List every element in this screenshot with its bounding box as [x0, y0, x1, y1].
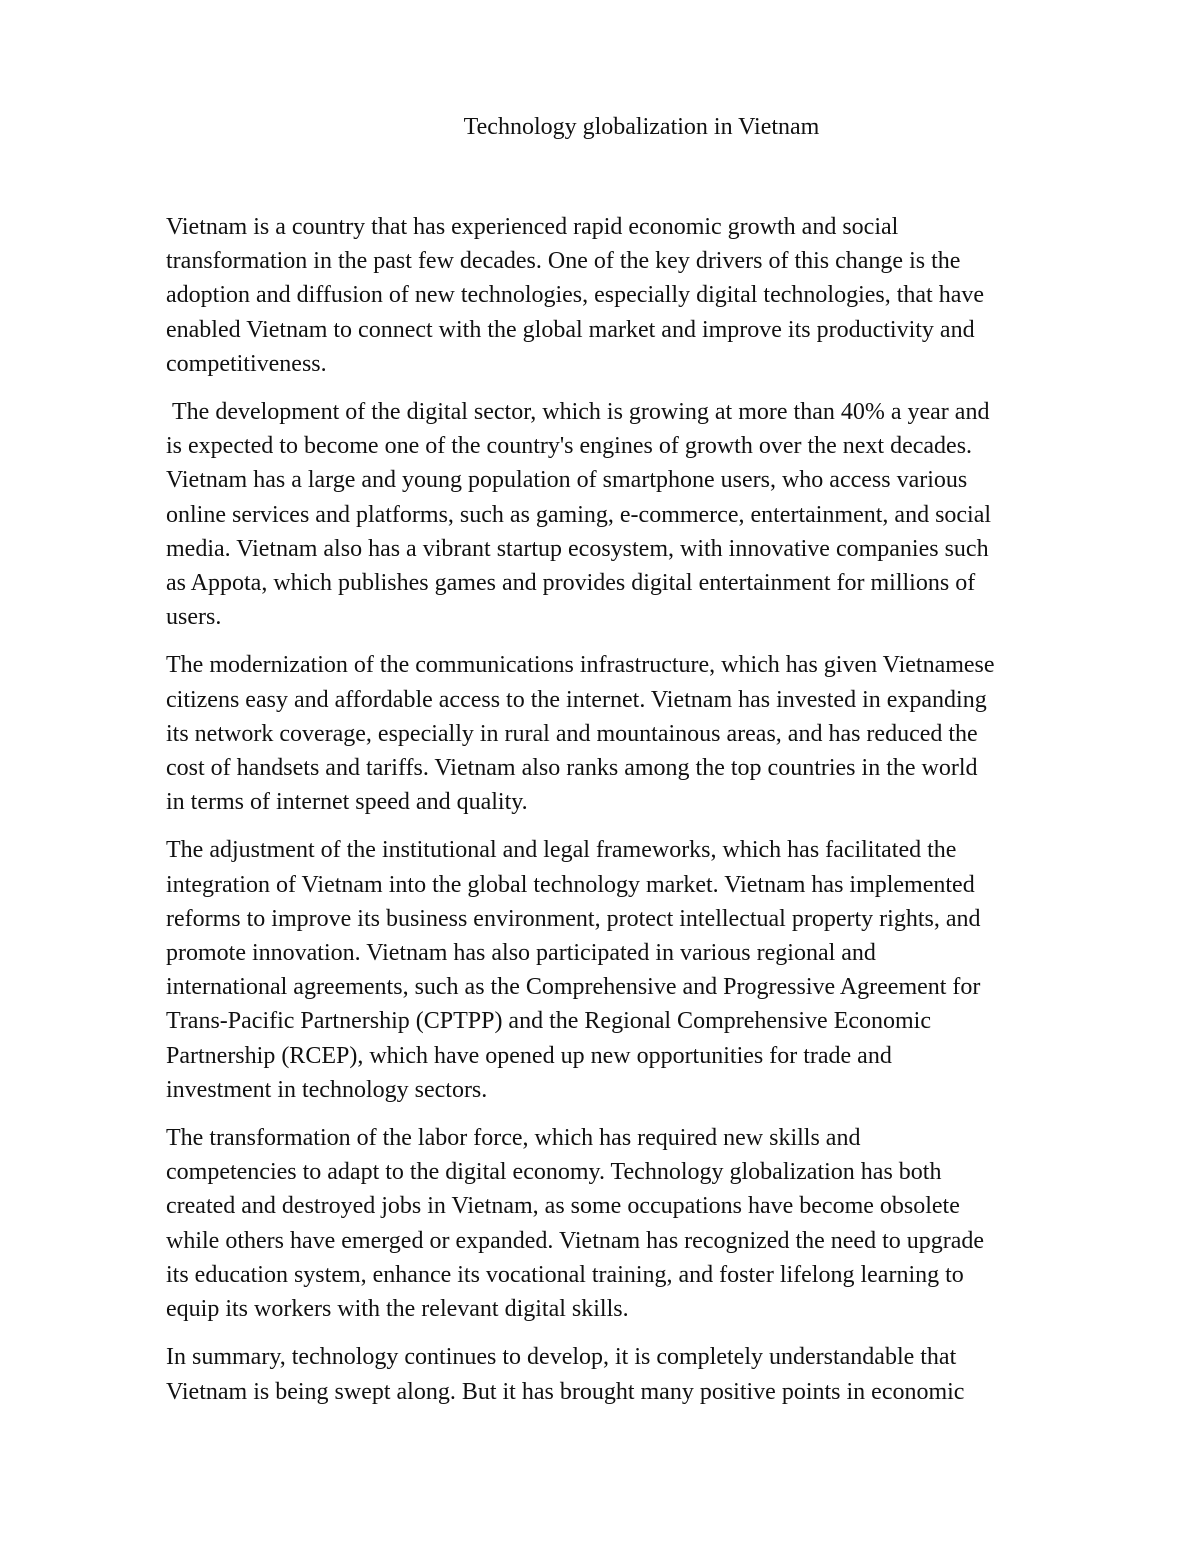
paragraph-summary: In summary, technology continues to develop, it is completely understandable that Vietnam is being swept along. But it has brought many positive points in economic	[166, 1344, 965, 1405]
paragraph-digital-sector: The development of the digital sector, which is growing at more than 40% a year and is expected to become one of the country's engines of growth over the next decades. Vietnam has a large and young population of smartphone users, who access various online services and platforms, such as gaming, e-commerce, entertainment, and social media. Vietnam also has a vibrant startup ecosystem, with innovative companies such as Appota, which publishes games and provides digital entertainment for millions of users.	[166, 399, 992, 631]
paragraph-labor-force: The transformation of the labor force, which has required new skills and competencies to adapt to the digital economy. Technology globalization has both created and destroyed jobs in Vietnam, as some occupations have become obsolete while others have emerged or expanded. Vietnam has recognized the need to upgrade its education system, enhance its vocational training, and foster lifelong learning to equip its workers with the relevant digital skills.	[166, 1125, 985, 1323]
paragraph-infrastructure: The modernization of the communications infrastructure, which has given Vietnamese citizens easy and affordable access to the internet. Vietnam has invested in expanding its network coverage, especially in rural and mountainous areas, and has reduced the cost of handsets and tariffs. Vietnam also ranks among the top countries in the world in terms of internet speed and quality.	[166, 652, 995, 816]
document-body	[166, 210, 1126, 1423]
document-title: Technology globalization in Vietnam	[463, 114, 820, 140]
paragraph-legal-frameworks: The adjustment of the institutional and legal frameworks, which has facilitated the integration of Vietnam into the global technology market. Vietnam has implemented reforms to improve its business environment, protect intellectual property rights, and promote innovation. Vietnam has also participated in various regional and international agreements, such as the Comprehensive and Progressive Agreement for Trans-Pacific Partnership (CPTPP) and the Regional Comprehensive Economic Partnership (RCEP), which have opened up new opportunities for trade and investment in technology sectors.	[166, 837, 981, 1103]
paragraph-intro: Vietnam is a country that has experienced rapid economic growth and social transformation in the past few decades. One of the key drivers of this change is the adoption and diffusion of new technologies, especially digital technologies, that have enabled Vietnam to connect with the global market and improve its productivity and competitiveness.	[166, 214, 985, 377]
